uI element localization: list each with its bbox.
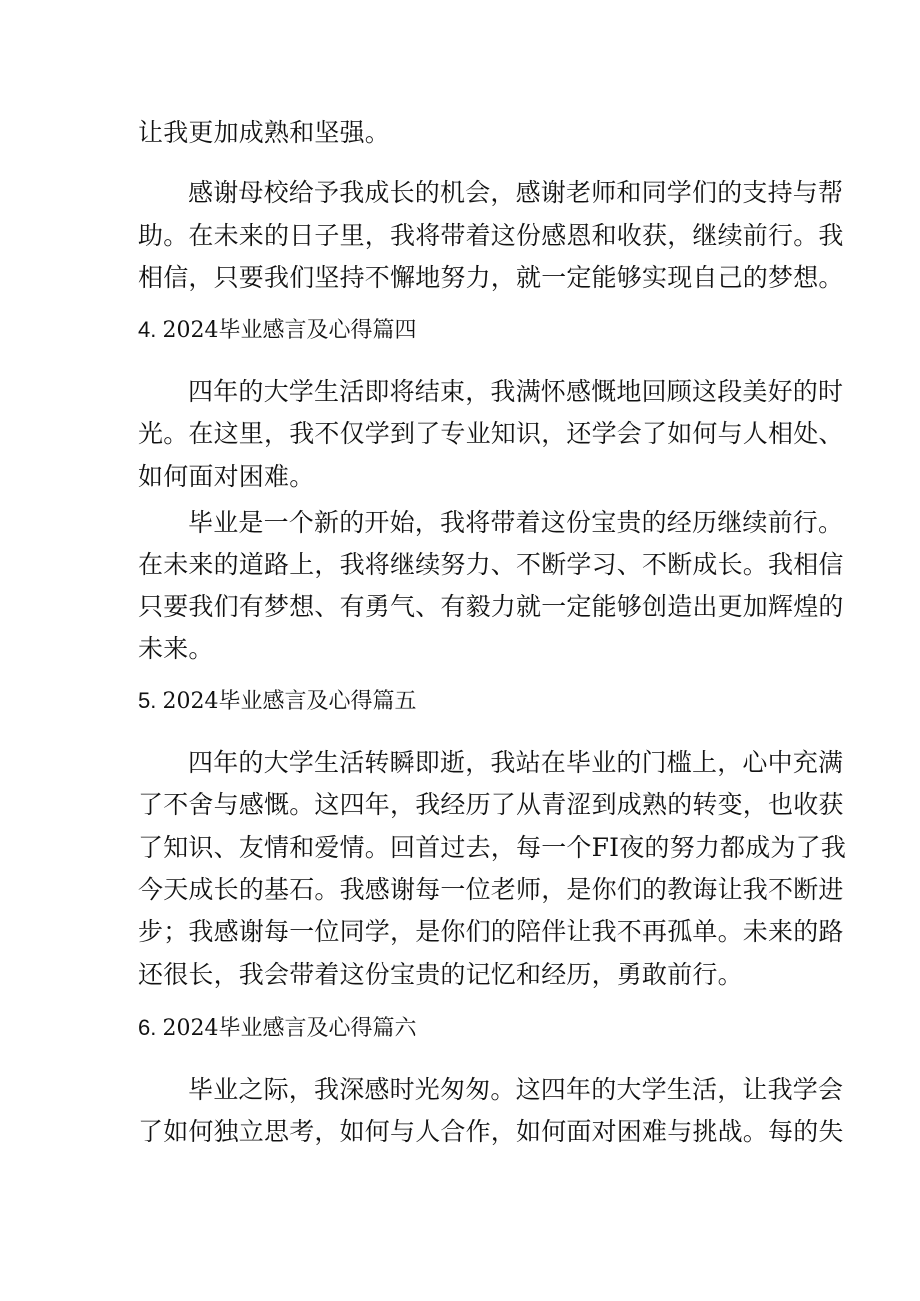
- paragraph-line: 光。在这里，我不仅学到了专业知识，还学会了如何与人相处、: [138, 419, 844, 448]
- paragraph-line: 助。在未来的日子里，我将带着这份感恩和收获，继续前行。我: [138, 221, 844, 250]
- section-number: 5.: [138, 688, 157, 713]
- paragraph-line: 相信，只要我们坚持不懈地努力，就一定能够实现自己的梦想。: [138, 263, 844, 292]
- paragraph-line: 如何面对困难。: [138, 462, 315, 491]
- paragraph-line: 四年的大学生活即将结束，我满怀感慨地回顾这段美好的时: [188, 377, 844, 406]
- paragraph-line: 毕业是一个新的开始，我将带着这份宝贵的经历继续前行。: [188, 508, 844, 537]
- section-title: 2024毕业感言及心得篇四: [162, 318, 417, 343]
- paragraph-line: 了知识、友情和爱情。回首过去，每一个FI夜的努力都成为了我: [138, 833, 847, 862]
- section-heading-6: [138, 1013, 416, 1044]
- paragraph-line: 只要我们有梦想、有勇气、有毅力就一定能够创造出更加辉煌的: [138, 592, 844, 621]
- paragraph-line: 了如何独立思考，如何与人合作，如何面对困难与挑战。每的失: [138, 1117, 844, 1146]
- section-heading-5: [138, 686, 416, 717]
- paragraph-line: 感谢母校给予我成长的机会，感谢老师和同学们的支持与帮: [188, 178, 844, 207]
- paragraph-line: 未来。: [138, 634, 214, 663]
- paragraph-line: 四年的大学生活转瞬即逝，我站在毕业的门槛上，心中充满: [188, 748, 844, 777]
- section-number: 6.: [138, 1015, 157, 1040]
- section-heading-4: [138, 315, 416, 346]
- section-number: 4.: [138, 317, 157, 342]
- paragraph-line: 让我更加成熟和坚强。: [138, 118, 391, 147]
- paragraph-line: 今天成长的基石。我感谢每一位老师，是你们的教诲让我不断进: [138, 875, 844, 904]
- paragraph-line: 在未来的道路上，我将继续努力、不断学习、不断成长。我相信: [138, 550, 844, 579]
- paragraph-line: 还很长，我会带着这份宝贵的记忆和经历，勇敢前行。: [138, 960, 743, 989]
- paragraph-line: 步；我感谢每一位同学，是你们的陪伴让我不再孤单。未来的路: [138, 917, 844, 946]
- paragraph-line: 了不舍与感慨。这四年，我经历了从青涩到成熟的转变，也收获: [138, 790, 844, 819]
- paragraph-line: 毕业之际，我深感时光匆匆。这四年的大学生活，让我学会: [188, 1075, 844, 1104]
- section-title: 2024毕业感言及心得篇六: [162, 1016, 417, 1041]
- section-title: 2024毕业感言及心得篇五: [162, 689, 417, 714]
